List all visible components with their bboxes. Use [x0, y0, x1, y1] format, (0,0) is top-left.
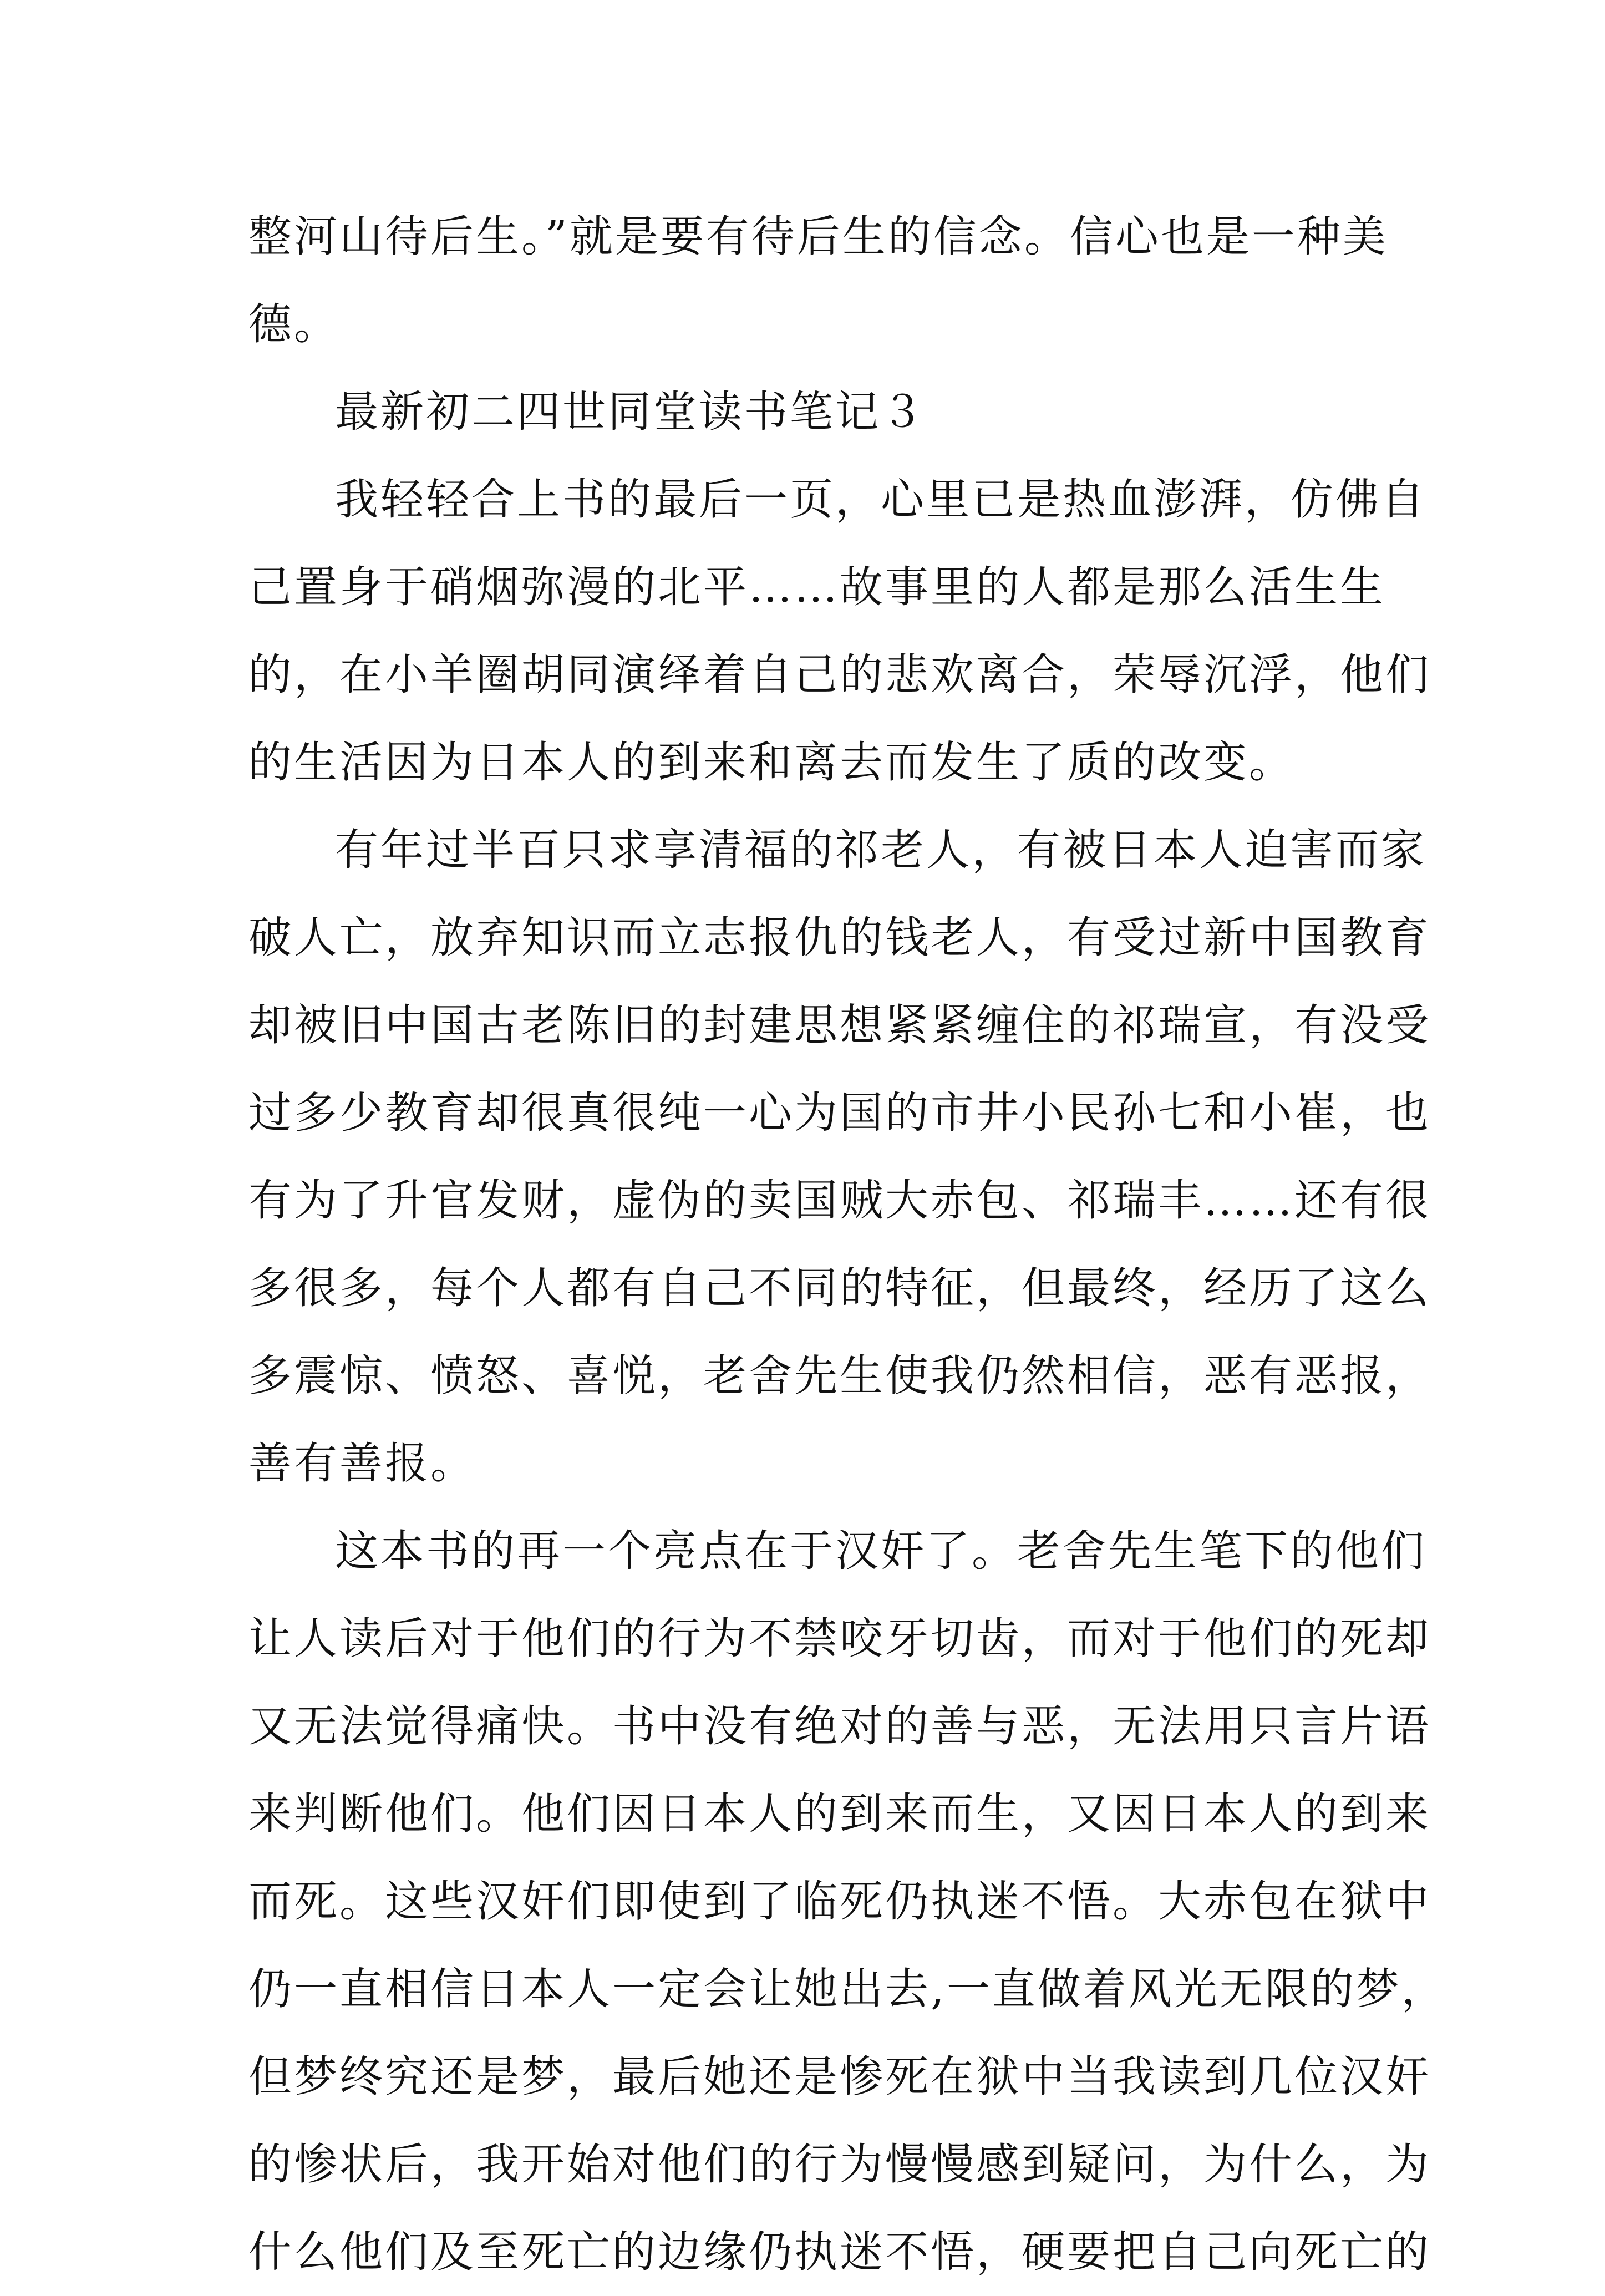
text-line: 善有善报。 — [248, 1439, 476, 1489]
text-line: 过多少教育却很真很纯一心为国的市井小民孙七和小崔，也 — [248, 1088, 1431, 1138]
text-line: 来判断他们。他们因日本人的到来而生，又因日本人的到来 — [248, 1789, 1431, 1839]
text-line: 德。 — [248, 299, 340, 349]
text-line: 整河山待后生。”就是要有待后生的信念。信心也是一种美 — [248, 212, 1388, 262]
text-line: 的惨状后，我开始对他们的行为慢慢感到疑问，为什么，为 — [248, 2140, 1431, 2190]
text-line: 但梦终究还是梦，最后她还是惨死在狱中当我读到几位汉奸 — [248, 2052, 1431, 2102]
text-line: 我轻轻合上书的最后一页，心里已是热血澎湃，仿佛自 — [335, 475, 1427, 525]
text-line: 己置身于硝烟弥漫的北平……故事里的人都是那么活生生 — [248, 562, 1386, 612]
text-line: 却被旧中国古老陈旧的封建思想紧紧缠住的祁瑞宣，有没受 — [248, 1000, 1431, 1050]
text-line: 的，在小羊圈胡同演绎着自己的悲欢离合，荣辱沉浮，他们 — [248, 650, 1431, 700]
text-line: 这本书的再一个亮点在于汉奸了。老舍先生笔下的他们 — [335, 1526, 1427, 1576]
text-line: 让人读后对于他们的行为不禁咬牙切齿，而对于他们的死却 — [248, 1614, 1431, 1664]
text-line: 什么他们及至死亡的边缘仍执迷不悟，硬要把自己向死亡的 — [248, 2227, 1431, 2277]
document-body — [248, 193, 1447, 2296]
text-line: 而死。这些汉奸们即使到了临死仍执迷不悟。大赤包在狱中 — [248, 1877, 1431, 1927]
text-line: 仍一直相信日本人一定会让她出去,一直做着风光无限的梦， — [248, 1964, 1447, 2014]
text-line: 破人亡，放弃知识而立志报仇的钱老人，有受过新中国教育 — [248, 913, 1431, 963]
text-line: 有为了升官发财，虚伪的卖国贼大赤包、祁瑞丰……还有很 — [248, 1176, 1431, 1226]
text-line: 多震惊、愤怒、喜悦，老舍先生使我仍然相信，恶有恶报， — [248, 1351, 1431, 1401]
section-heading: 最新初二四世同堂读书笔记３ — [335, 387, 927, 437]
text-line: 有年过半百只求享清福的祁老人，有被日本人迫害而家 — [335, 825, 1427, 875]
text-line: 又无法觉得痛快。书中没有绝对的善与恶，无法用只言片语 — [248, 1701, 1431, 1751]
text-line: 多很多，每个人都有自己不同的特征，但最终，经历了这么 — [248, 1263, 1431, 1313]
text-line: 的生活因为日本人的到来和离去而发生了质的改变。 — [248, 738, 1295, 788]
